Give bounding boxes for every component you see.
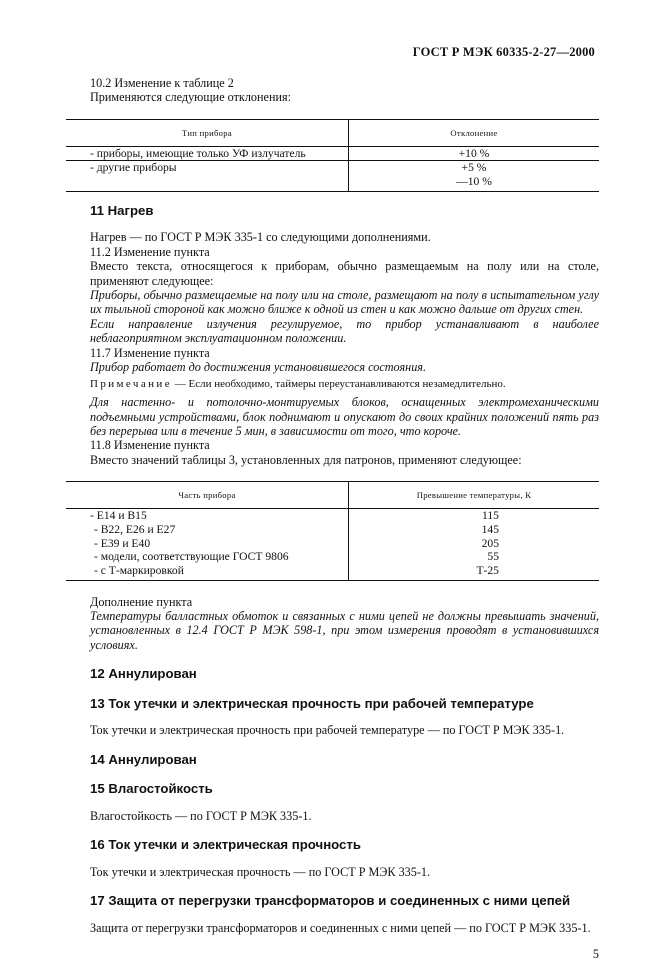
paragraph: Вместо текста, относящегося к приборам, обычно размещаемым на полу или на столе, применяют следующее: [90,259,599,288]
deviation-value: +5 % [461,161,487,175]
temp-value: Т-25 [476,563,499,577]
table-cell: - приборы, имеющие только УФ излучатель [66,146,348,161]
part-item: - Е14 и В15 [90,509,147,523]
table-header-type: Тип прибора [66,119,348,146]
paragraph: Ток утечки и электрическая прочность — по ГОСТ Р МЭК 335-1. [90,864,431,879]
table-cell [348,509,599,580]
paragraph: Нагрев — по ГОСТ Р МЭК 335-1 со следующими дополнениями. [90,230,431,245]
table-cell [66,509,348,580]
paragraph: Защита от перегрузки трансформаторов и соединенных с ними цепей — по ГОСТ Р МЭК 335-1. [90,920,591,935]
section-16-heading: 16 Ток утечки и электрическая прочность [90,837,361,853]
section-17-heading: 17 Защита от перегрузки трансформаторов и соединенных с ними цепей [90,893,571,909]
paragraph-italic: Температуры балластных обмоток и связанных с ними цепей не должны превышать значений, установленных в 12.4 ГОСТ Р МЭК 598-1, при этом измерения проводят в установившихся условиях. [90,608,599,652]
table-header-temperature: Превышение температуры, К [416,490,532,501]
table-cell: - другие приборы [66,161,348,191]
temp-value: 115 [482,509,499,523]
table-deviations [66,119,599,192]
note-text: — Если необходимо, таймеры переустанавливаются незамедлительно. [171,378,506,391]
temp-value: 205 [481,536,499,550]
table-cell [348,161,599,191]
part-item: - с Т-маркировкой [94,563,184,577]
subsection-title: 11.7 Изменение пункта [90,345,210,360]
section-15-heading: 15 Влагостойкость [90,781,213,797]
section-10-2-title: 10.2 Изменение к таблице 2 [90,76,234,90]
section-10-2-intro: Применяются следующие отклонения: [90,90,291,105]
paragraph-italic: Если направление излучения регулируемое, то прибор устанавливают в наиболее неблагоприятном эксплуатационном положении. [90,316,599,346]
page-number: 5 [592,947,599,962]
part-item: - В22, Е26 и Е27 [94,522,176,536]
section-14-heading: 14 Аннулирован [90,751,197,767]
paragraph-italic: Приборы, обычно размещаемые на полу или на столе, размещают на полу в испытательном углу их тыльной стороной как можно ближе к одной из стен и как можно дальше от других стен. [90,287,599,317]
deviation-value: —10 % [456,175,492,189]
subsection-title: 11.2 Изменение пункта [90,244,210,259]
table-header-part: Часть прибора [66,482,348,509]
section-13-heading: 13 Ток утечки и электрическая прочность при рабочей температуре [90,695,534,711]
subsection-title: 11.8 Изменение пункта [90,438,210,453]
page-header: ГОСТ Р МЭК 60335-2-27—2000 [412,45,595,59]
table-header-deviation: Отклонение [450,127,498,138]
table-temperature [66,481,599,580]
section-12-heading: 12 Аннулирован [90,666,197,682]
note-label: Примечание [90,378,172,391]
paragraph: Вместо значений таблицы 3, установленных для патронов, применяют следующее: [90,452,522,467]
paragraph: Ток утечки и электрическая прочность при рабочей температуре — по ГОСТ Р МЭК 335-1. [90,723,565,738]
temp-value: 145 [481,522,499,536]
paragraph-italic: Прибор работает до достижения установившегося состояния. [90,359,427,374]
part-item: - модели, соответствующие ГОСТ 9806 [94,550,289,564]
page-content [90,76,599,962]
temp-value: 55 [487,550,499,564]
table-cell: +10 % [458,146,490,160]
part-item: - Е39 и Е40 [94,536,151,550]
paragraph-italic: Для настенно- и потолочно-монтируемых блоков, оснащенных электромеханическими подъемными устройствами, блок поднимают и опускают до своих крайних положений пять раз без перерыва или в течение 5 мин, в зависимости от того, что короче. [90,395,599,439]
section-11-heading: 11 Нагрев [90,202,154,218]
paragraph: Влагостойкость — по ГОСТ Р МЭК 335-1. [90,808,312,823]
addition-title: Дополнение пункта [90,594,193,609]
note [90,378,599,391]
